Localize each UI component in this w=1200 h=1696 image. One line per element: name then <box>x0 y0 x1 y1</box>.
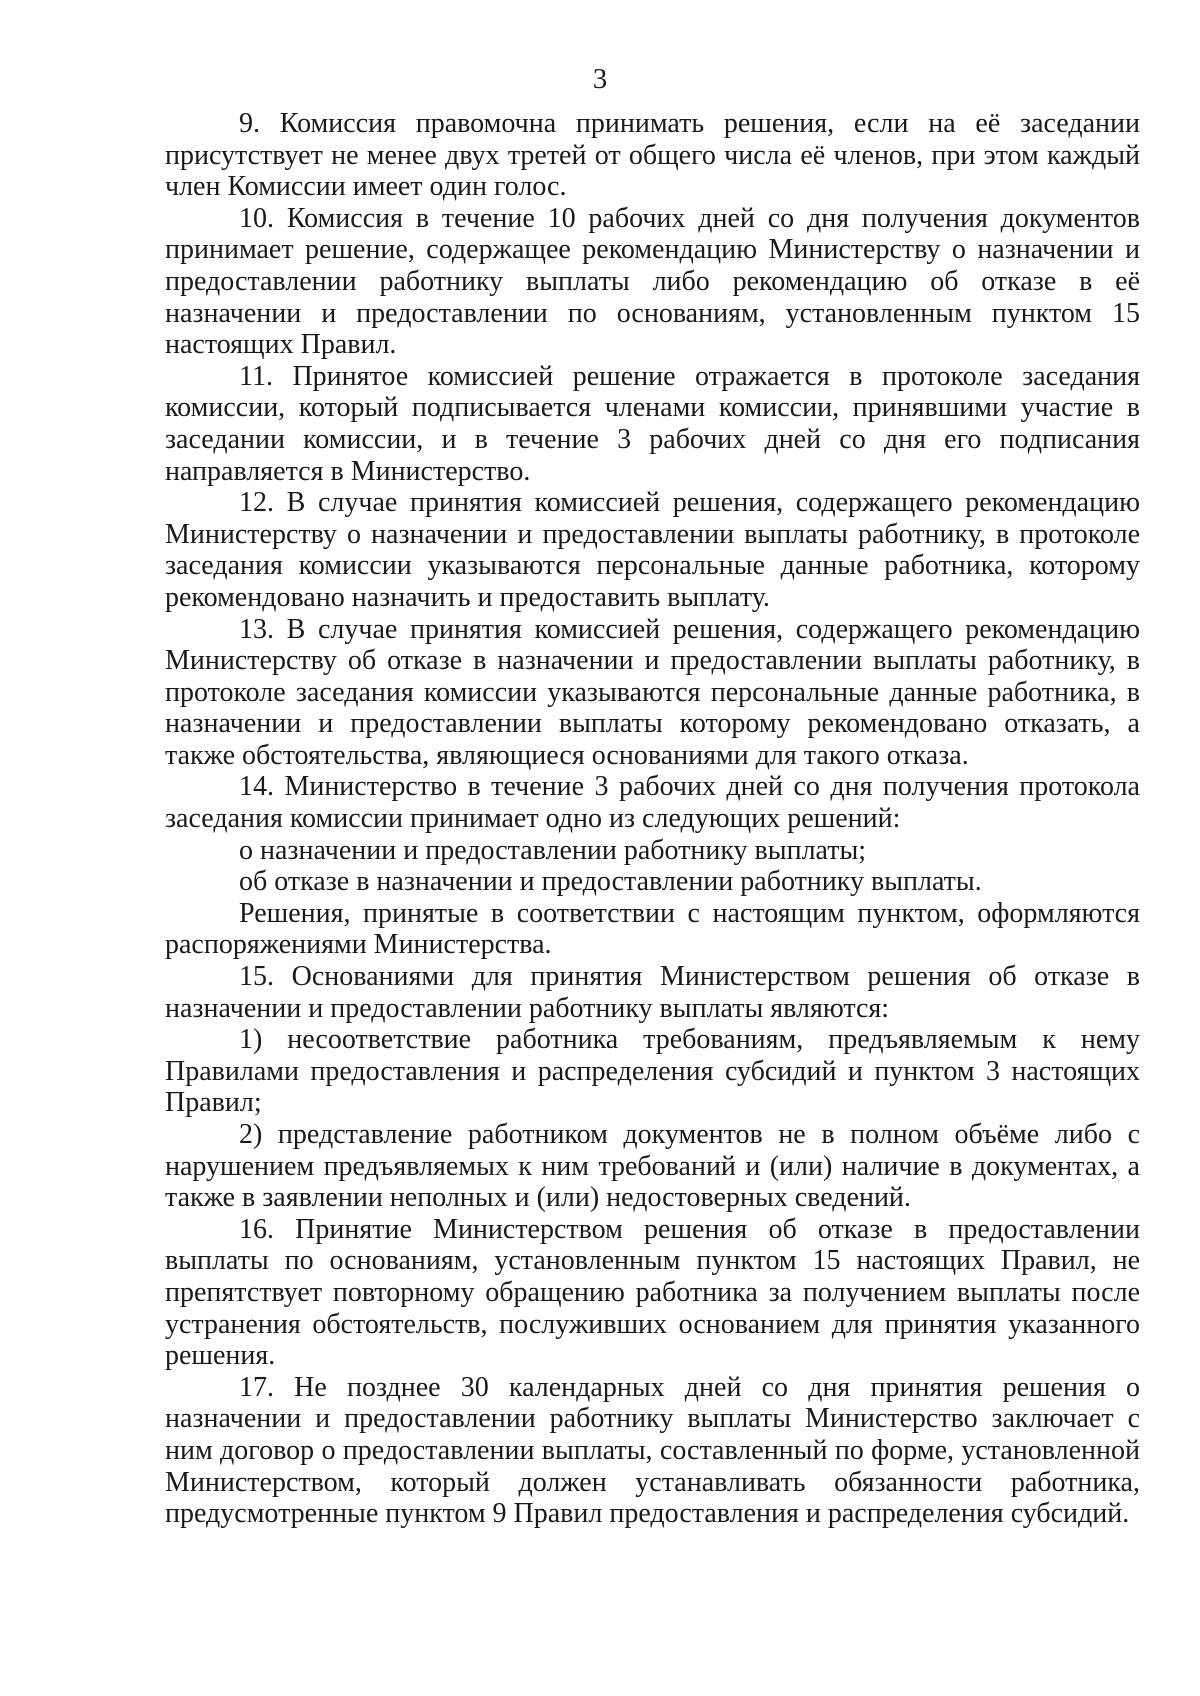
paragraph-item-13: 13. В случае принятия комиссией решения, содержащего рекомендацию Министерству об отказе в назначении и предоставлении выплаты работнику, в протоколе заседания комиссии указываются персональные данные работника, в назначении и предоставлении выплаты которому рекомендовано отказать, а также обстоятельства, являющиеся основаниями для такого отказа. <box>165 613 1140 771</box>
paragraph-item-11: 11. Принятое комиссией решение отражается в протоколе заседания комиссии, который подписывается членами комиссии, принявшими участие в заседании комиссии, и в течение 3 рабочих дней со дня его подписания направляется в Министерство. <box>165 360 1140 487</box>
paragraph-item-10: 10. Комиссия в течение 10 рабочих дней со дня получения документов принимает решение, содержащее рекомендацию Министерству о назначении и предоставлении работнику выплаты либо рекомендацию об отказе в её назначении и предоставлении по основаниям, установленным пунктом 15 настоящих Правил. <box>165 202 1140 361</box>
document-body <box>165 108 1140 1530</box>
paragraph-item-12: 12. В случае принятия комиссией решения, содержащего рекомендацию Министерству о назначении и предоставлении выплаты работнику, в протоколе заседания комиссии указываются персональные данные работника, которому рекомендовано назначить и предоставить выплату. <box>165 487 1140 613</box>
paragraph-ground-2: 2) представление работником документов не в полном объёме либо с нарушением предъявляемых к ним требований и (или) наличие в документах, а также в заявлении неполных и (или) недостоверных сведений. <box>165 1119 1140 1214</box>
paragraph-item-14: 14. Министерство в течение 3 рабочих дней со дня получения протокола заседания комиссии принимает одно из следующих решений: <box>165 771 1140 835</box>
page-number: 3 <box>592 63 608 95</box>
paragraph-item-9: 9. Комиссия правомочна принимать решения, если на её заседании присутствует не менее двух третей от общего числа её членов, при этом каждый член Комиссии имеет один голос. <box>165 108 1140 203</box>
paragraph-decision-option-2: об отказе в назначении и предоставлении работнику выплаты. <box>239 866 982 898</box>
paragraph-ground-1: 1) несоответствие работника требованиям, предъявляемым к нему Правилами предоставления и распределения субсидий и пунктом 3 настоящих Правил; <box>165 1024 1140 1119</box>
paragraph-decisions-formalization: Решения, принятые в соответствии с настоящим пунктом, оформляются распоряжениями Министерства. <box>165 897 1140 961</box>
paragraph-item-17: 17. Не позднее 30 календарных дней со дня принятия решения о назначении и предоставлении работнику выплаты Министерство заключает с ним договор о предоставлении выплаты, составленный по форме, установленной Министерством, который должен устанавливать обязанности работника, предусмотренные пунктом 9 Правил предоставления и распределения субсидий. <box>165 1371 1140 1530</box>
paragraph-decision-option-1: о назначении и предоставлении работнику выплаты; <box>239 834 867 866</box>
paragraph-item-16: 16. Принятие Министерством решения об отказе в предоставлении выплаты по основаниям, установленным пунктом 15 настоящих Правил, не препятствует повторному обращению работника за получением выплаты после устранения обстоятельств, послуживших основанием для принятия указанного решения. <box>165 1213 1140 1372</box>
paragraph-item-15: 15. Основаниями для принятия Министерством решения об отказе в назначении и предоставлении работнику выплаты являются: <box>165 961 1140 1024</box>
